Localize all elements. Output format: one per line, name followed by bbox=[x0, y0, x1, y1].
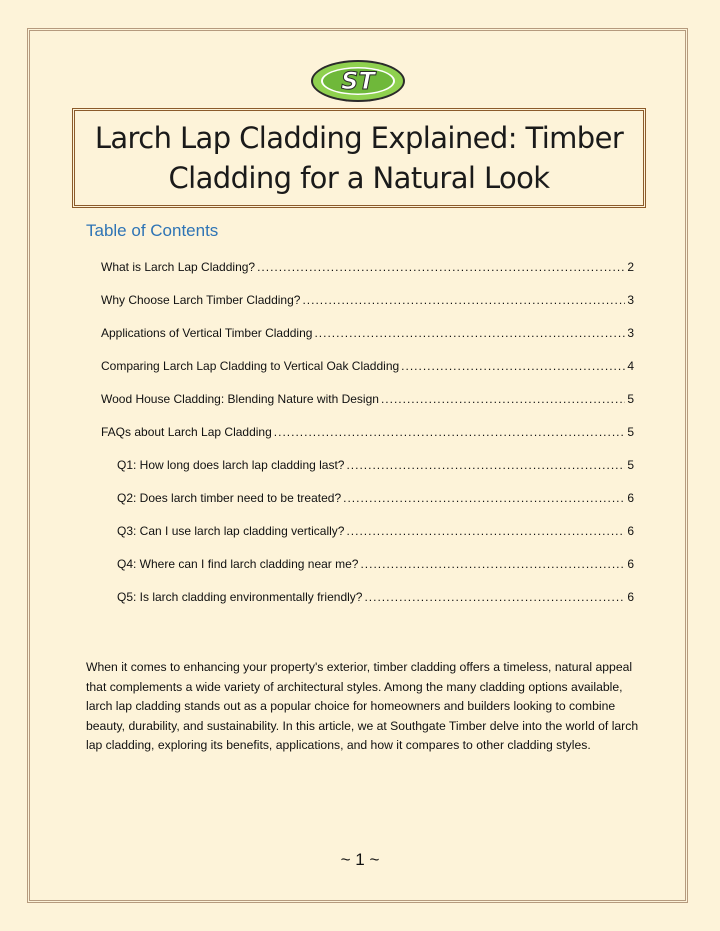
toc-entry-label: Wood House Cladding: Blending Nature with Design bbox=[101, 392, 379, 406]
toc-entry-page: 6 bbox=[627, 590, 634, 604]
toc-entry-label: Why Choose Larch Timber Cladding? bbox=[101, 293, 301, 307]
toc-entry-label: Q2: Does larch timber need to be treated? bbox=[117, 491, 342, 505]
toc-heading: Table of Contents bbox=[86, 221, 219, 240]
intro-paragraph: When it comes to enhancing your property's exterior, timber cladding offers a timeless, natural appeal that complements a wide variety of architectural styles. Among the many cladding options available, larch lap cladding stands out as a popular choice for homeowners and builders looking to combine beauty, durability, and sustainability. In this article, we at Southgate Timber delve into the world of larch lap cladding, exploring its benefits, applications, and how it compares to other cladding styles. bbox=[86, 660, 639, 752]
toc-entry-label: Comparing Larch Lap Cladding to Vertical Oak Cladding bbox=[101, 359, 400, 373]
document-title: Larch Lap Cladding Explained: Timber Cladding for a Natural Look bbox=[94, 121, 624, 195]
toc-entry-page: 3 bbox=[627, 326, 634, 340]
toc-entry-page: 5 bbox=[627, 425, 634, 439]
toc-entry[interactable] bbox=[101, 293, 634, 309]
toc-entry[interactable] bbox=[117, 524, 634, 540]
toc-leader bbox=[343, 491, 625, 505]
page-number: ~ 1 ~ bbox=[340, 850, 380, 869]
toc-entry[interactable] bbox=[101, 425, 634, 441]
toc-entry[interactable] bbox=[101, 392, 634, 408]
southgate-timber-logo bbox=[308, 56, 408, 106]
toc-entry[interactable] bbox=[117, 491, 634, 507]
toc-entry-label: Q1: How long does larch lap cladding last? bbox=[117, 458, 345, 472]
toc-entry[interactable] bbox=[117, 590, 634, 606]
toc-entry-page: 3 bbox=[627, 293, 634, 307]
toc-entry-page: 6 bbox=[627, 524, 634, 538]
toc-entry[interactable] bbox=[117, 557, 634, 573]
toc-entry-page: 4 bbox=[627, 359, 634, 373]
svg-text:ST: ST bbox=[341, 67, 375, 95]
toc-entry[interactable] bbox=[101, 260, 634, 276]
toc-leader bbox=[360, 557, 625, 571]
toc-entry-label: FAQs about Larch Lap Cladding bbox=[101, 425, 272, 439]
toc-entry-page: 6 bbox=[627, 557, 634, 571]
toc-entry-label: Q4: Where can I find larch cladding near me? bbox=[117, 557, 359, 571]
toc-leader bbox=[346, 524, 625, 538]
toc-leader bbox=[346, 458, 625, 472]
toc-entry-page: 2 bbox=[627, 260, 634, 274]
toc-leader bbox=[401, 359, 625, 373]
toc-entry[interactable] bbox=[101, 326, 634, 342]
toc-entry-label: What is Larch Lap Cladding? bbox=[101, 260, 256, 274]
toc-leader bbox=[364, 590, 625, 604]
toc-leader bbox=[314, 326, 625, 340]
toc-entry[interactable] bbox=[101, 359, 634, 375]
title-box bbox=[72, 108, 646, 208]
toc-entry-label: Applications of Vertical Timber Cladding bbox=[101, 326, 313, 340]
toc-entry[interactable] bbox=[117, 458, 634, 474]
toc-entry-label: Q3: Can I use larch lap cladding vertically? bbox=[117, 524, 345, 538]
toc-entry-label: Q5: Is larch cladding environmentally friendly? bbox=[117, 590, 363, 604]
toc-leader bbox=[381, 392, 625, 406]
toc-entry-page: 6 bbox=[627, 491, 634, 505]
toc-leader bbox=[302, 293, 625, 307]
toc-entry-page: 5 bbox=[627, 458, 634, 472]
toc-entry-page: 5 bbox=[627, 392, 634, 406]
toc-leader bbox=[274, 425, 626, 439]
toc-leader bbox=[257, 260, 625, 274]
